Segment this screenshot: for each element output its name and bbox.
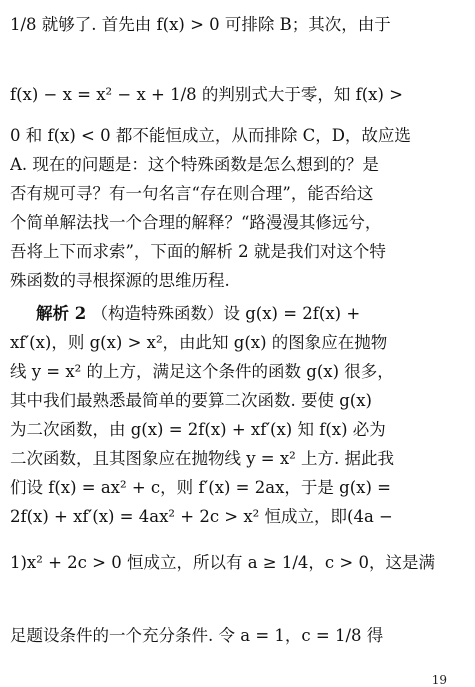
page-number: 19 xyxy=(431,673,447,687)
text-line-10: xf′(x)，则 g(x) > x²，由此知 g(x) 的图象应在抛物 xyxy=(10,333,388,352)
section-label: 解析 2 xyxy=(36,304,87,323)
text-line-12: 其中我们最熟悉最简单的要算二次函数. 要使 g(x) xyxy=(10,391,372,410)
text-line-17: 1)x² + 2c > 0 恒成立，所以有 a ≥ 1/4，c > 0，这是满 xyxy=(10,553,435,572)
text-line-11: 线 y = x² 的上方，满足这个条件的函数 g(x) 很多， xyxy=(10,362,394,381)
text-line-8: 殊函数的寻根探源的思维历程. xyxy=(10,271,230,290)
text-line-2: f(x) − x = x² − x + 1/8 的判别式大于零，知 f(x) > xyxy=(10,85,403,104)
text-line-9-body: （构造特殊函数）设 g(x) = 2f(x) + xyxy=(91,304,361,323)
text-line-5: 否有规可寻？有一句名言“存在则合理”，能否给这 xyxy=(10,184,374,203)
text-line-13: 为二次函数，由 g(x) = 2f(x) + xf′(x) 知 f(x) 必为 xyxy=(10,420,386,439)
text-line-1: 1/8 就够了. 首先由 f(x) > 0 可排除 B；其次，由于 xyxy=(10,15,391,34)
text-line-14: 二次函数，且其图象应在抛物线 y = x² 上方. 据此我 xyxy=(10,449,395,468)
text-line-9 xyxy=(36,303,465,325)
text-line-16: 2f(x) + xf′(x) = 4ax² + 2c > x² 恒成立，即(4a − xyxy=(10,507,393,526)
text-line-15: 们设 f(x) = ax² + c，则 f′(x) = 2ax，于是 g(x) = xyxy=(10,478,391,497)
text-line-4: A. 现在的问题是：这个特殊函数是怎么想到的？是 xyxy=(10,155,379,174)
text-line-6: 个简单解法找一个合理的解释？“路漫漫其修远兮， xyxy=(10,213,382,232)
text-line-7: 吾将上下而求索”，下面的解析 2 就是我们对这个特 xyxy=(10,242,386,261)
text-line-18: 足题设条件的一个充分条件. 令 a = 1，c = 1/8 得 xyxy=(10,626,384,645)
text-line-3: 0 和 f(x) < 0 都不能恒成立，从而排除 C，D，故应选 xyxy=(10,126,411,145)
